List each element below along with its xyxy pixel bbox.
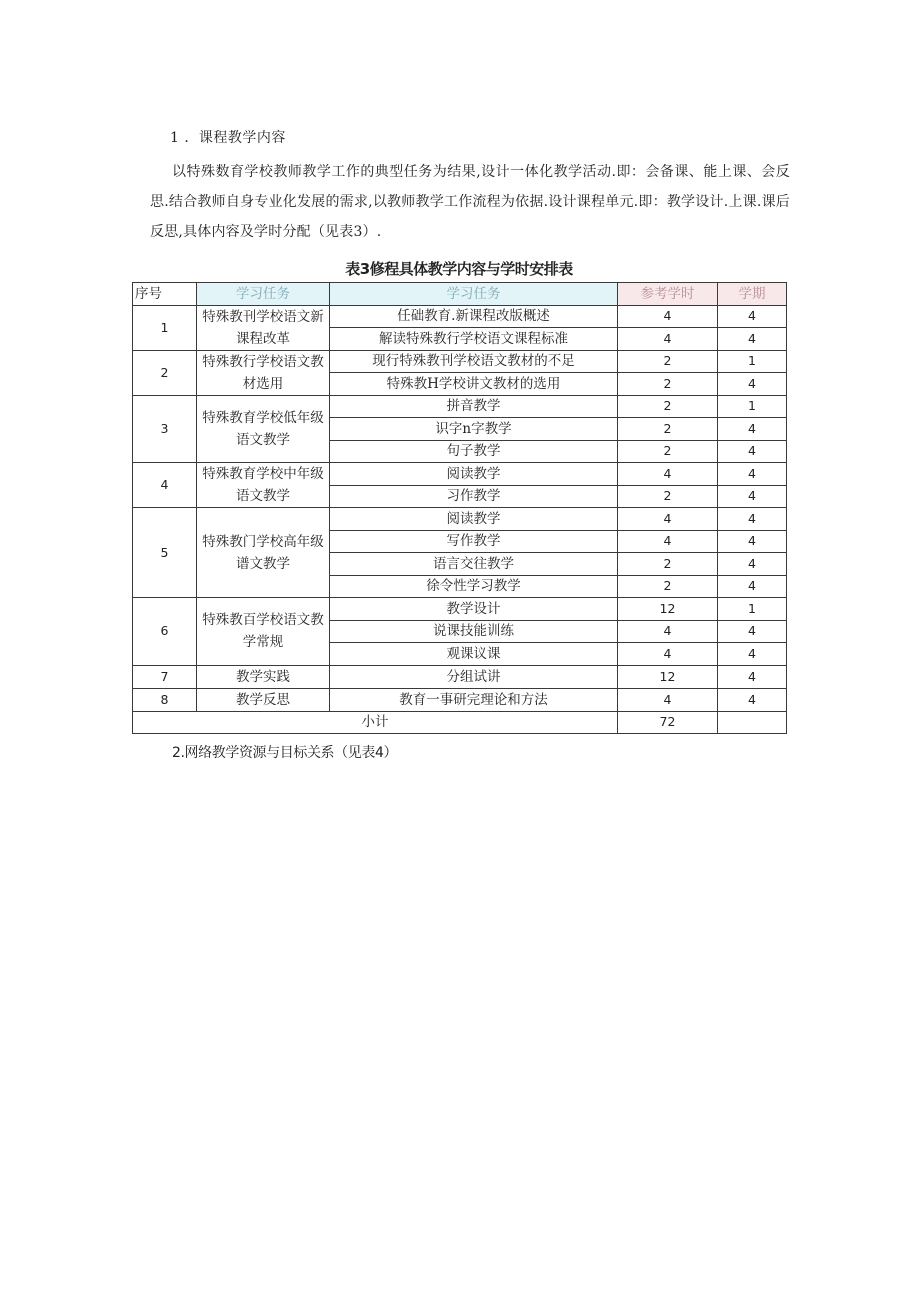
header-term: 学期 — [718, 283, 787, 306]
row-term: 4 — [718, 643, 787, 666]
table-title: 表3修程具体教学内容与学时安排表 — [345, 260, 573, 278]
row-hours: 12 — [618, 598, 718, 621]
row-hours: 4 — [618, 620, 718, 643]
total-label: 小计 — [133, 711, 618, 734]
row-term: 4 — [718, 620, 787, 643]
row-term: 1 — [718, 598, 787, 621]
row-subtask: 拼音教学 — [330, 395, 618, 418]
row-term: 4 — [718, 530, 787, 553]
row-subtask: 任础教育.新课程改版概述 — [330, 305, 618, 328]
row-term: 4 — [718, 373, 787, 396]
row-term: 4 — [718, 440, 787, 463]
row-subtask: 分组试讲 — [330, 665, 618, 688]
row-term: 1 — [718, 350, 787, 373]
row-subtask: 识字n字教学 — [330, 418, 618, 441]
row-task: 特殊教行学校语文教材选用 — [197, 350, 330, 395]
header-hours: 参考学时 — [618, 283, 718, 306]
row-term: 4 — [718, 485, 787, 508]
row-subtask: 徐令性学习教学 — [330, 575, 618, 598]
row-seq: 3 — [133, 395, 197, 463]
table-row — [133, 305, 787, 328]
table-row — [133, 508, 787, 531]
row-hours: 2 — [618, 485, 718, 508]
row-seq: 2 — [133, 350, 197, 395]
row-term: 4 — [718, 665, 787, 688]
row-hours: 4 — [618, 530, 718, 553]
total-hours: 72 — [618, 711, 718, 734]
row-hours: 4 — [618, 508, 718, 531]
row-subtask: 解读特殊教行学校语文课程标准 — [330, 328, 618, 351]
row-hours: 2 — [618, 418, 718, 441]
row-hours: 4 — [618, 305, 718, 328]
row-task: 教学实践 — [197, 665, 330, 688]
row-term: 4 — [718, 575, 787, 598]
row-term: 4 — [718, 328, 787, 351]
row-subtask: 观课议课 — [330, 643, 618, 666]
header-task: 学习任务 — [197, 283, 330, 306]
table-row — [133, 395, 787, 418]
row-subtask: 说课技能训练 — [330, 620, 618, 643]
row-term: 4 — [718, 463, 787, 486]
row-subtask: 特殊教H学校讲文教材的选用 — [330, 373, 618, 396]
row-hours: 4 — [618, 328, 718, 351]
table-row — [133, 688, 787, 711]
header-seq: 序号 — [133, 283, 197, 306]
row-subtask: 教育一事研完理论和方法 — [330, 688, 618, 711]
row-task: 特殊教育学校中年级语文教学 — [197, 463, 330, 508]
row-task: 特殊教刊学校语文新课程改革 — [197, 305, 330, 350]
row-term: 4 — [718, 305, 787, 328]
header-subtask: 学习任务 — [330, 283, 618, 306]
row-subtask: 现行特殊教刊学校语文教材的不足 — [330, 350, 618, 373]
row-term: 4 — [718, 418, 787, 441]
row-hours: 2 — [618, 373, 718, 396]
row-term: 4 — [718, 508, 787, 531]
row-subtask: 习作教学 — [330, 485, 618, 508]
row-seq: 5 — [133, 508, 197, 598]
table-row — [133, 665, 787, 688]
row-hours: 2 — [618, 350, 718, 373]
row-seq: 8 — [133, 688, 197, 711]
row-task: 特殊教百学校语文教学常规 — [197, 598, 330, 666]
row-subtask: 阅读教学 — [330, 463, 618, 486]
row-seq: 7 — [133, 665, 197, 688]
body-paragraph: 以特殊数育学校教师教学工作的典型任务为结果,设计一体化教学活动.即：会备课、能上课、会反思.结合教师自身专业化发展的需求,以教师教学工作流程为依据.设计课程单元.即：教学设计.上课.课后反思,具体内容及学时分配（见表3）. — [150, 164, 790, 240]
table-header-row — [133, 283, 787, 306]
row-seq: 6 — [133, 598, 197, 666]
row-term: 4 — [718, 688, 787, 711]
row-subtask: 写作教学 — [330, 530, 618, 553]
table-total-row — [133, 711, 787, 734]
row-hours: 4 — [618, 643, 718, 666]
row-hours: 4 — [618, 463, 718, 486]
row-hours: 2 — [618, 575, 718, 598]
row-task: 教学反思 — [197, 688, 330, 711]
row-subtask: 教学设计 — [330, 598, 618, 621]
row-subtask: 语言交往教学 — [330, 553, 618, 576]
row-task: 特殊教门学校高年级谱文教学 — [197, 508, 330, 598]
row-term: 1 — [718, 395, 787, 418]
table-row — [133, 598, 787, 621]
row-hours: 2 — [618, 395, 718, 418]
row-hours: 12 — [618, 665, 718, 688]
table-row — [133, 463, 787, 486]
row-hours: 4 — [618, 688, 718, 711]
row-hours: 2 — [618, 440, 718, 463]
row-seq: 1 — [133, 305, 197, 350]
row-subtask: 句子教学 — [330, 440, 618, 463]
table-row — [133, 350, 787, 373]
section-heading: 1 ．课程教学内容 — [170, 130, 286, 146]
row-seq: 4 — [133, 463, 197, 508]
teaching-content-table — [132, 282, 787, 734]
row-task: 特殊教育学校低年级语文教学 — [197, 395, 330, 463]
footer-heading: 2.网络教学资源与目标关系（见表4） — [172, 745, 398, 761]
row-hours: 2 — [618, 553, 718, 576]
row-term: 4 — [718, 553, 787, 576]
row-subtask: 阅读教学 — [330, 508, 618, 531]
total-term — [718, 711, 787, 734]
